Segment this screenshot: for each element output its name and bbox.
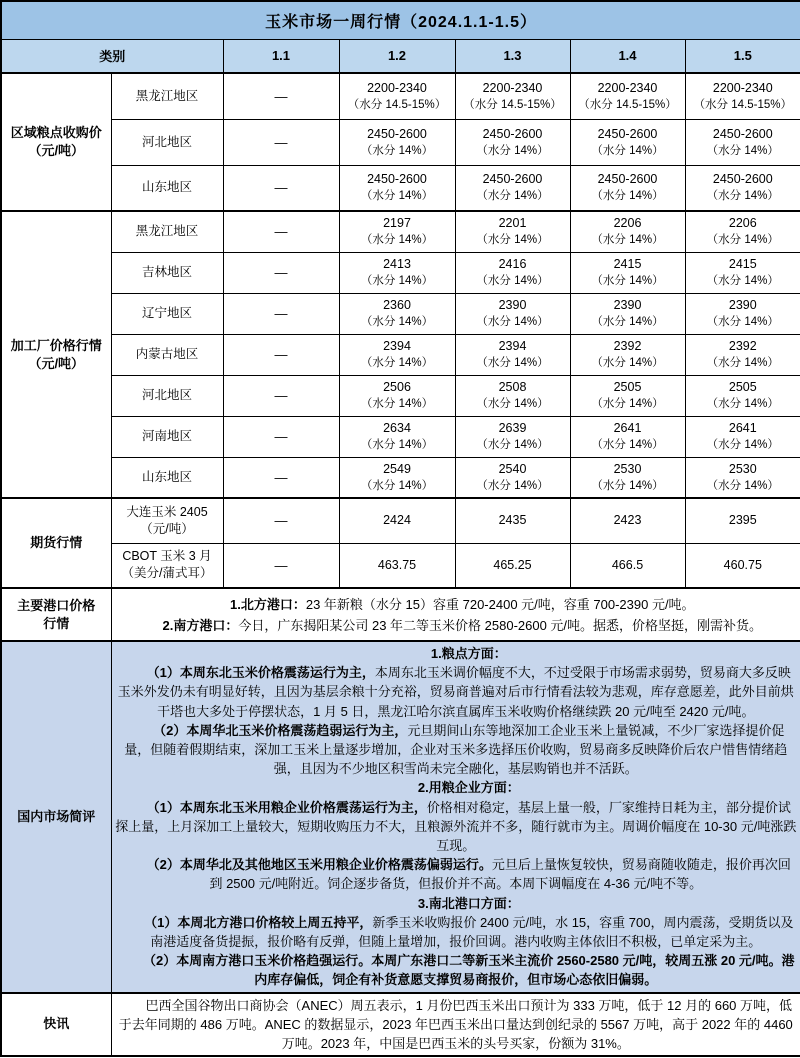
price-cell [223,119,339,165]
price-value: 2530 [728,461,757,476]
price-value: 2200-2340 [712,80,773,95]
paragraph: （2）本周华北玉米价格震荡趋弱运行为主，元旦期间山东等地深加工企业玉米上量锐减，不少厂家选择提价促量，但随着假期结束，深加工玉米上量逐步增加，企业对玉米多选择压价收购，贸易商多反映降价后农户惜售情绪趋强，且因为不少地区积雪尚未完全融化，基层购销也并不活跃。 [124,722,788,777]
price-value: 2540 [498,461,527,476]
paragraph: 1.北方港口：23 年新粮（水分 15）容重 720-2400 元/吨，容重 700-2390 元/吨。 [230,596,695,612]
price-value: 2450-2600 [712,126,773,141]
moisture-note: （水分 14%） [360,439,434,451]
price-cell [685,498,800,543]
row-name: 河北地区 [111,119,223,165]
row-name: 辽宁地区 [111,293,223,334]
price-value: 2206 [728,216,757,231]
price-cell [455,252,570,293]
moisture-note: （水分 14%） [476,275,549,287]
price-cell [339,375,455,416]
price-value: 2197 [383,216,411,231]
price-cell [685,252,800,293]
title-row [1,1,800,39]
price-cell [570,375,685,416]
price-value: 2416 [498,257,527,271]
price-cell [685,119,800,165]
price-cell [339,293,455,334]
moisture-note: （水分 14%） [706,357,779,369]
section-label-main-ports: 主要港口价格 行情 [1,588,111,641]
price-cell [223,334,339,375]
price-value: 2634 [383,421,411,435]
table-row-news [1,993,800,1057]
table-row [1,211,800,252]
price-value: 2435 [498,513,527,528]
table-row [1,252,800,293]
section-label-futures: 期货行情 [1,498,111,588]
price-value: 2639 [498,421,527,435]
price-cell [455,543,570,588]
price-value: 2424 [383,513,411,528]
price-value: 2450-2600 [482,172,543,187]
table-row [1,293,800,334]
price-value: 2505 [728,380,757,394]
moisture-note: （水分 14%） [476,234,549,247]
price-cell [685,293,800,334]
price-value: 2413 [383,257,411,271]
price-cell [685,334,800,375]
price-value: 2641 [613,421,642,435]
price-cell [339,543,455,588]
empty-value: — [274,265,288,280]
moisture-note: （水分 14%） [591,479,664,492]
moisture-note: （水分 14%） [476,144,549,157]
price-cell [570,119,685,165]
empty-value: — [274,306,288,321]
moisture-note: （水分 14%） [476,316,549,328]
price-value: 2200-2340 [482,80,543,95]
row-name: 山东地区 [111,457,223,498]
row-name: CBOT 玉米 3 月 （美分/蒲式耳） [111,543,223,588]
moisture-note: （水分 14%） [360,479,434,492]
price-cell [570,334,685,375]
price-value: 2641 [728,421,757,435]
main-ports-content [111,588,800,641]
price-value: 2450-2600 [597,126,658,141]
empty-value: — [274,180,288,196]
price-cell [455,211,570,252]
row-name: 内蒙古地区 [111,334,223,375]
moisture-note: （水分 14%） [706,479,779,492]
price-cell [455,293,570,334]
row-name: 河北地区 [111,375,223,416]
price-cell [223,165,339,211]
moisture-note: （水分 14%） [476,190,549,203]
header-row [1,39,800,73]
row-name: 黑龙江地区 [111,73,223,119]
table-row [1,498,800,543]
price-cell [223,498,339,543]
price-cell [339,416,455,457]
column-header-date-1.2: 1.2 [339,39,455,73]
moisture-note: （水分 14%） [706,398,779,410]
moisture-note: （水分 14%） [360,190,434,203]
paragraph: 2.南方港口：今日，广东揭阳某公司 23 年二等玉米价格 2580-2600 元/吨。据悉，价格坚挺，刚需补货。 [162,617,763,633]
price-value: 2450-2600 [367,126,427,141]
paragraph: （1）本周东北玉米用粮企业价格震荡运行为主，价格相对稳定，基层上量一般，厂家维持日耗为主，部分提价试探上量，上月深加工上量较大，短期收购压力不大，且粮源外流并不多，随行就市为主。周调价幅度在 10-30 元/吨涨跌互现。 [115,799,797,854]
column-header-date-1.1: 1.1 [223,39,339,73]
price-value: 2200-2340 [367,80,427,95]
price-cell [223,211,339,252]
section-label-regional-purchase-price: 区域粮点收购价 （元/吨） [1,73,111,211]
price-value: 2392 [613,339,642,353]
price-cell [455,119,570,165]
price-cell [570,416,685,457]
price-cell [570,165,685,211]
paragraph: （2）本周华北及其他地区玉米用粮企业价格震荡偏弱运行。元旦后上量恢复较快，贸易商随收随走，报价再次回到 2500 元/吨附近。饲企逐步备货，但报价并不高。本周下调幅度在 4-36 元/吨不等。 [146,857,791,892]
paragraph: 巴西全国谷物出口商协会（ANEC）周五表示，1 月份巴西玉米出口预计为 333 万吨，低于 12 月的 660 万吨，低于去年同期的 486 万吨。ANEC 的数据显示，2023 年巴西玉米出口量达到创纪录的 5567 万吨，高于 2022 年的 4460 万吨。2023 年，中国是巴西玉米的头号买家，份额为 31%。 [118,997,793,1052]
price-value: 2423 [613,513,642,528]
price-value: 2200-2340 [597,80,658,95]
price-value: 2395 [728,513,757,528]
row-name: 吉林地区 [111,252,223,293]
price-value: 2530 [613,461,642,476]
moisture-note: （水分 14%） [360,398,434,410]
price-cell [339,252,455,293]
price-value: 2508 [498,380,527,394]
moisture-note: （水分 14%） [476,479,549,492]
table-row-main-ports [1,588,800,641]
price-cell [223,457,339,498]
moisture-note: （水分 14.5-15%） [578,98,677,111]
price-value: 2394 [383,339,411,353]
price-cell [339,211,455,252]
price-cell [339,498,455,543]
moisture-note: （水分 14%） [706,439,779,451]
section-label-domestic-review: 国内市场简评 [1,641,111,993]
table-row [1,73,800,119]
empty-value: — [274,347,288,362]
price-cell [339,457,455,498]
moisture-note: （水分 14%） [360,144,434,157]
row-name: 黑龙江地区 [111,211,223,252]
empty-value: — [274,557,288,573]
price-cell [455,457,570,498]
price-cell [570,211,685,252]
price-cell [570,252,685,293]
domestic-review-content [111,641,800,993]
table-row [1,543,800,588]
moisture-note: （水分 14%） [591,357,664,369]
section-label-processing-plant-price: 加工厂价格行情 （元/吨） [1,211,111,498]
price-cell [455,165,570,211]
moisture-note: （水分 14.5-15%） [347,98,447,111]
moisture-note: （水分 14.5-15%） [693,98,792,111]
price-cell [339,119,455,165]
moisture-note: （水分 14%） [591,190,664,203]
price-value: 2390 [498,298,527,312]
empty-value: — [274,134,288,150]
price-value: 2505 [613,380,642,394]
price-value: 2360 [383,298,411,312]
section-label-news: 快讯 [1,993,111,1057]
table-row [1,165,800,211]
price-cell [685,211,800,252]
paragraph: （2）本周南方港口玉米价格趋强运行。本周广东港口二等新玉米主流价 2560-2580 元/吨，较周五涨 20 元/吨。港内库存偏低，饲企有补货意愿支撑贸易商报价，但市场心态依旧偏弱。 [143,953,795,988]
moisture-note: （水分 14%） [476,398,549,410]
price-value: 465.25 [493,557,532,572]
price-cell [223,293,339,334]
column-header-date-1.5: 1.5 [685,39,800,73]
price-cell [685,165,800,211]
price-value: 460.75 [723,557,762,572]
moisture-note: （水分 14%） [360,234,434,247]
moisture-note: （水分 14.5-15%） [463,98,562,111]
price-cell [223,73,339,119]
moisture-note: （水分 14%） [476,357,549,369]
price-value: 2450-2600 [367,172,427,187]
price-value: 2450-2600 [712,172,773,187]
price-cell [455,375,570,416]
moisture-note: （水分 14%） [591,234,664,247]
price-cell [685,375,800,416]
paragraph: 1.粮点方面： [430,646,507,661]
price-cell [339,165,455,211]
table-row-domestic-review [1,641,800,993]
price-cell [685,73,800,119]
price-cell [570,543,685,588]
moisture-note: （水分 14%） [360,316,434,328]
price-cell [685,457,800,498]
price-cell [455,73,570,119]
row-name: 河南地区 [111,416,223,457]
price-cell [223,252,339,293]
moisture-note: （水分 14%） [706,234,779,247]
column-header-date-1.3: 1.3 [455,39,570,73]
empty-value: — [274,388,288,403]
moisture-note: （水分 14%） [706,144,779,157]
moisture-note: （水分 14%） [591,144,664,157]
price-cell [685,416,800,457]
price-value: 2415 [613,257,642,271]
price-value: 2549 [383,461,411,476]
price-value: 2206 [613,216,642,231]
price-value: 2201 [498,216,527,231]
price-cell [223,543,339,588]
price-cell [570,457,685,498]
price-cell [223,375,339,416]
moisture-note: （水分 14%） [360,357,434,369]
table-row [1,375,800,416]
price-cell [570,498,685,543]
price-value: 463.75 [377,557,417,572]
row-name: 大连玉米 2405 （元/吨） [111,498,223,543]
moisture-note: （水分 14%） [360,275,434,287]
price-cell [570,293,685,334]
news-content [111,993,800,1057]
paragraph: （1）本周东北玉米价格震荡运行为主，本周东北玉米调价幅度不大，不过受限于市场需求弱势，贸易商大多反映玉米外发仍未有明显好转，且因为基层余粮十分充裕，贸易商普遍对后市行情看法较为悲观，库存意愿差，此外目前烘干塔也大多处于停摆状态，1 月 5 日，黑龙江哈尔滨直属库玉米收购价格继续跌 20 元/吨至 2420 元/吨。 [117,665,794,719]
moisture-note: （水分 14%） [476,439,549,451]
moisture-note: （水分 14%） [591,316,664,328]
price-value: 2392 [728,339,757,353]
paragraph: 2.用粮企业方面： [417,780,520,796]
empty-value: — [274,513,288,529]
paragraph: （1）本周北方港口价格较上周五持平，新季玉米收购报价 2400 元/吨，水 15，容重 700，周内震荡，受期货以及南港适度备货提振，报价略有反弹，但随上量增加，报价回调。港内收购主体依旧不积极，已单定采为主。 [144,914,794,950]
price-value: 2390 [728,298,757,312]
price-cell [223,416,339,457]
price-cell [685,543,800,588]
page-title: 玉米市场一周行情（2024.1.1-1.5） [1,1,800,39]
table-row [1,416,800,457]
moisture-note: （水分 14%） [706,190,779,203]
price-value: 2506 [383,380,411,394]
price-value: 2450-2600 [482,126,543,141]
paragraph: 3.南北港口方面： [417,895,520,911]
column-header-category: 类别 [1,39,223,73]
moisture-note: （水分 14%） [591,275,664,287]
price-cell [455,498,570,543]
price-cell [455,334,570,375]
empty-value: — [274,88,288,104]
price-value: 2415 [728,257,757,271]
price-value: 466.5 [611,557,644,572]
table-row [1,457,800,498]
price-cell [570,73,685,119]
table-row [1,334,800,375]
price-value: 2450-2600 [597,172,658,187]
moisture-note: （水分 14%） [706,316,779,328]
price-cell [339,334,455,375]
empty-value: — [274,429,288,444]
moisture-note: （水分 14%） [591,439,664,451]
column-header-date-1.4: 1.4 [570,39,685,73]
price-value: 2390 [613,298,642,312]
empty-value: — [274,469,288,485]
row-name: 山东地区 [111,165,223,211]
price-cell [339,73,455,119]
price-cell [455,416,570,457]
price-value: 2394 [498,339,527,353]
moisture-note: （水分 14%） [706,275,779,287]
moisture-note: （水分 14%） [591,398,664,410]
empty-value: — [274,224,288,240]
table-row [1,119,800,165]
